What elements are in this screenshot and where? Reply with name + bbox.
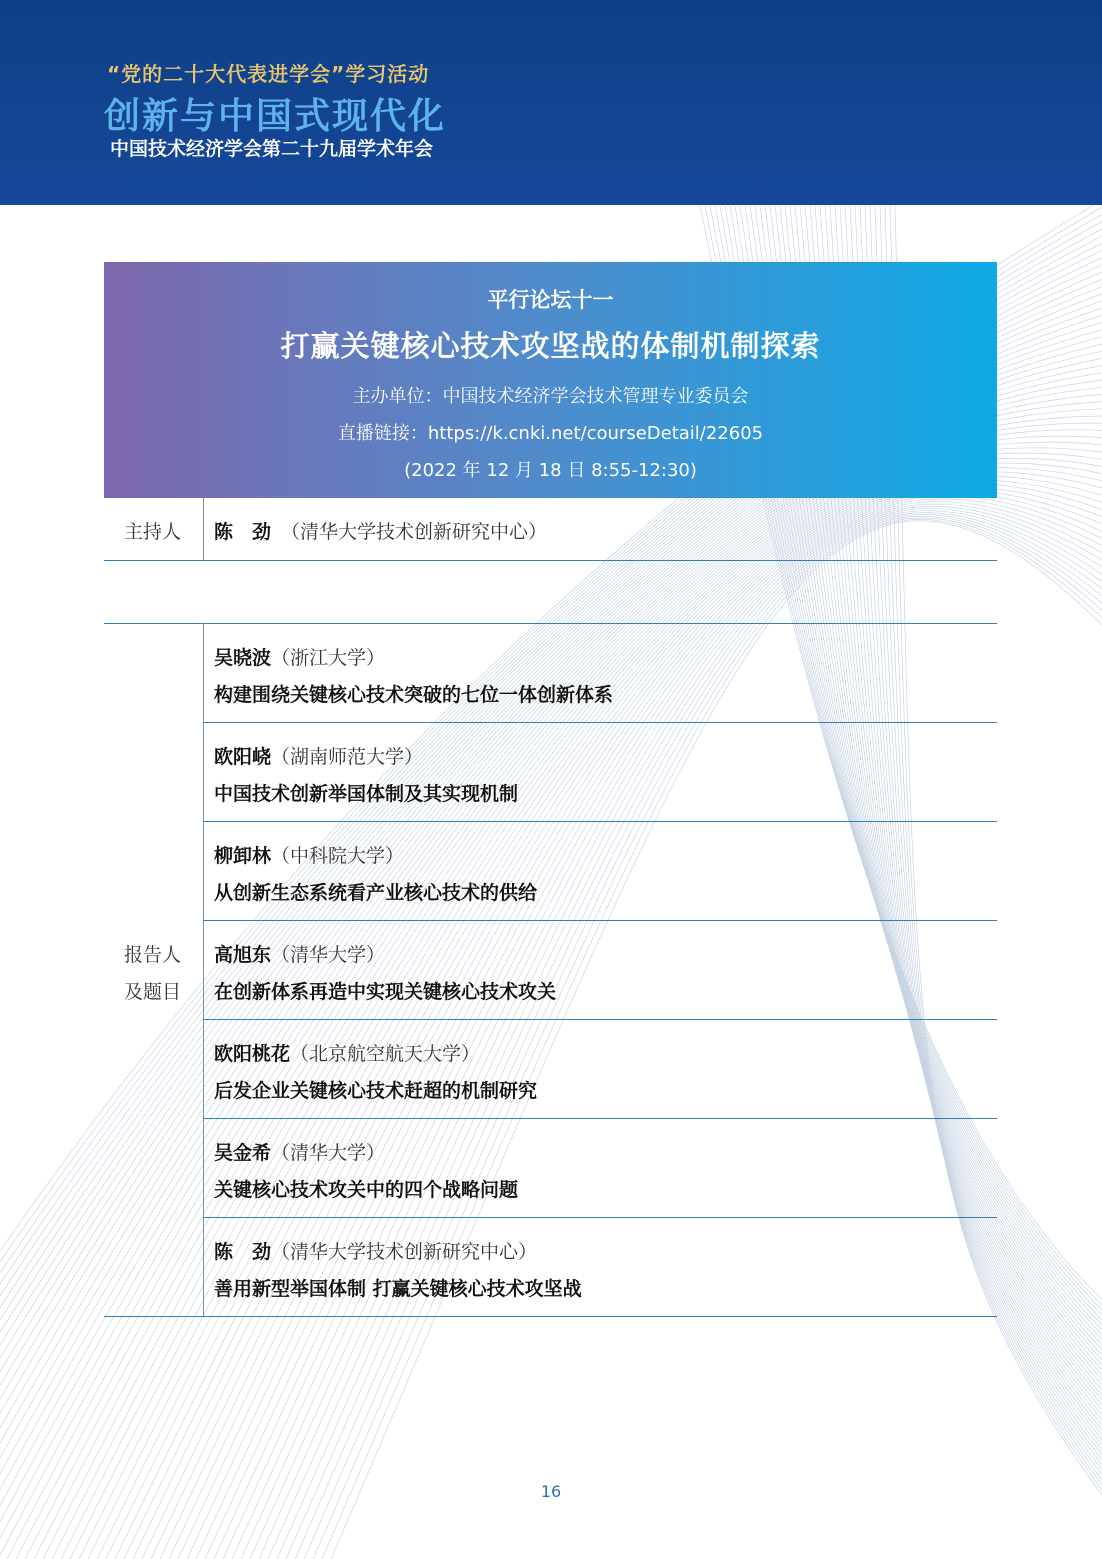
speaker-row [214,821,994,920]
host-affiliation: （清华大学技术创新研究中心） [281,521,548,543]
forum-number: 平行论坛十一 [487,288,614,312]
speaker-topic: 中国技术创新举国体制及其实现机制 [214,783,519,805]
speaker-topic: 从创新生态系统看产业核心技术的供给 [214,882,538,904]
host-label: 主持人 [124,521,182,543]
speaker-affiliation: （中科院大学） [271,845,405,867]
speaker-row [214,1118,994,1217]
table-divider [203,498,204,560]
speaker-name: 欧阳桃花 [214,1043,291,1065]
speaker-topic: 在创新体系再造中实现关键核心技术攻关 [214,981,557,1003]
forum-banner [104,262,997,498]
speaker-row [214,623,994,722]
speaker-row [214,1019,994,1118]
speaker-affiliation: （北京航空航天大学） [290,1043,481,1065]
speaker-row [214,920,994,1019]
speaker-affiliation: （清华大学） [271,944,386,966]
speakers-label-line1: 报告人 [124,944,182,966]
table-divider [203,623,204,1316]
page-header [0,0,1102,205]
speaker-topic: 善用新型举国体制 打赢关键核心技术攻坚战 [214,1278,582,1300]
speaker-name: 吴金希 [214,1142,272,1164]
speaker-name: 欧阳峣 [214,746,272,768]
header-activity: “党的二十大代表进学会”学习活动 [107,62,430,86]
speaker-topic: 构建围绕关键核心技术突破的七位一体创新体系 [214,684,614,706]
forum-organizer: 主办单位：中国技术经济学会技术管理专业委员会 [352,386,749,407]
table-rule [104,1316,997,1317]
forum-title: 打赢关键核心技术攻坚战的体制机制探索 [280,329,821,363]
speaker-affiliation: （湖南师范大学） [271,746,424,768]
speaker-name: 吴晓波 [214,647,272,669]
speaker-name: 柳卸林 [214,845,272,867]
speakers-label-line2: 及题目 [124,981,182,1003]
speaker-affiliation: （清华大学技术创新研究中心） [271,1241,538,1263]
header-conference: 中国技术经济学会第二十九届学术年会 [110,138,434,160]
live-link[interactable]: 直播链接：https://k.cnki.net/courseDetail/22605 [337,423,764,444]
speaker-name: 陈 劲 [214,1241,272,1263]
speaker-affiliation: （浙江大学） [271,647,386,669]
speaker-name: 高旭东 [214,944,272,966]
page-number: 16 [540,1482,562,1501]
forum-datetime: (2022 年 12 月 18 日 8:55-12:30) [404,460,697,481]
speaker-row [214,1217,994,1316]
speaker-row [214,722,994,821]
speaker-topic: 关键核心技术攻关中的四个战略问题 [214,1179,519,1201]
host-name: 陈 劲 [214,521,272,543]
table-rule [104,560,997,561]
speaker-topic: 后发企业关键核心技术赶超的机制研究 [214,1080,538,1102]
header-theme: 创新与中国式现代化 [104,96,447,137]
speaker-affiliation: （清华大学） [271,1142,386,1164]
